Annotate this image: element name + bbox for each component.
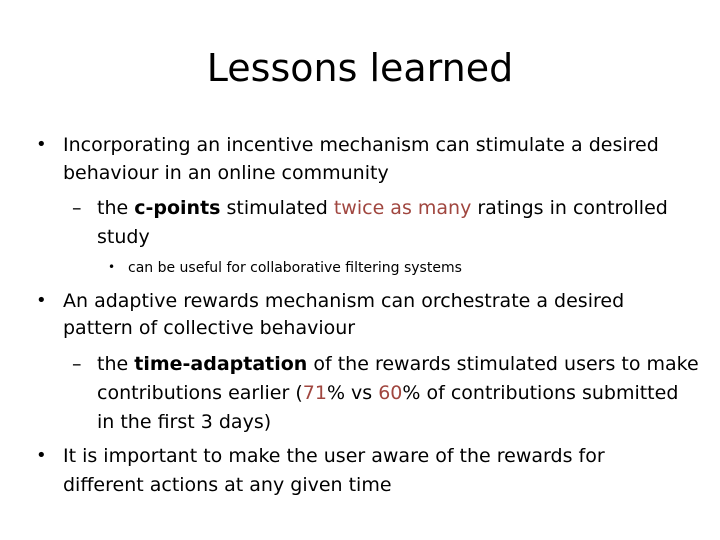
bullet1-sub-line1 (97, 193, 668, 223)
bullet-icon: • (36, 290, 47, 311)
small-bullet-icon: • (108, 260, 116, 274)
emphasis-text: time-adaptation (134, 353, 308, 375)
bullet-icon: • (36, 445, 47, 466)
bullet1-sub-line2: study (97, 226, 150, 248)
text-run: of the rewards stimulated users to make (307, 353, 699, 375)
text-run: ratings in controlled (471, 197, 668, 219)
bullet2-sub-line1 (97, 349, 699, 379)
bullet3-line1: It is important to make the user aware of the rewards for (63, 445, 605, 467)
text-run: the (97, 353, 135, 375)
dash-icon: – (72, 197, 82, 219)
text-run: contributions earlier ( (97, 382, 303, 404)
highlight-value: 71 (302, 382, 327, 404)
bullet1-subsub: can be useful for collaborative filtering systems (128, 260, 462, 276)
emphasis-text: c-points (134, 197, 221, 219)
bullet3-line2: different actions at any given time (63, 474, 392, 496)
bullet1-line2: behaviour in an online community (63, 162, 389, 184)
highlight-text: twice as many (333, 197, 472, 219)
text-run: the (97, 197, 135, 219)
slide-title: Lessons learned (206, 46, 514, 90)
bullet1-line1: Incorporating an incentive mechanism can stimulate a desired (63, 134, 659, 156)
text-run: % of contributions submitted (402, 382, 679, 404)
highlight-value: 60 (378, 382, 403, 404)
bullet2-sub-line3: in the first 3 days) (97, 411, 272, 433)
bullet2-line2: pattern of collective behaviour (63, 317, 356, 339)
dash-icon: – (72, 353, 82, 375)
bullet2-sub-line2 (97, 378, 678, 408)
bullet-icon: • (36, 134, 47, 155)
text-run: % vs (326, 382, 379, 404)
text-run: stimulated (220, 197, 334, 219)
bullet2-line1: An adaptive rewards mechanism can orchestrate a desired (63, 290, 625, 312)
